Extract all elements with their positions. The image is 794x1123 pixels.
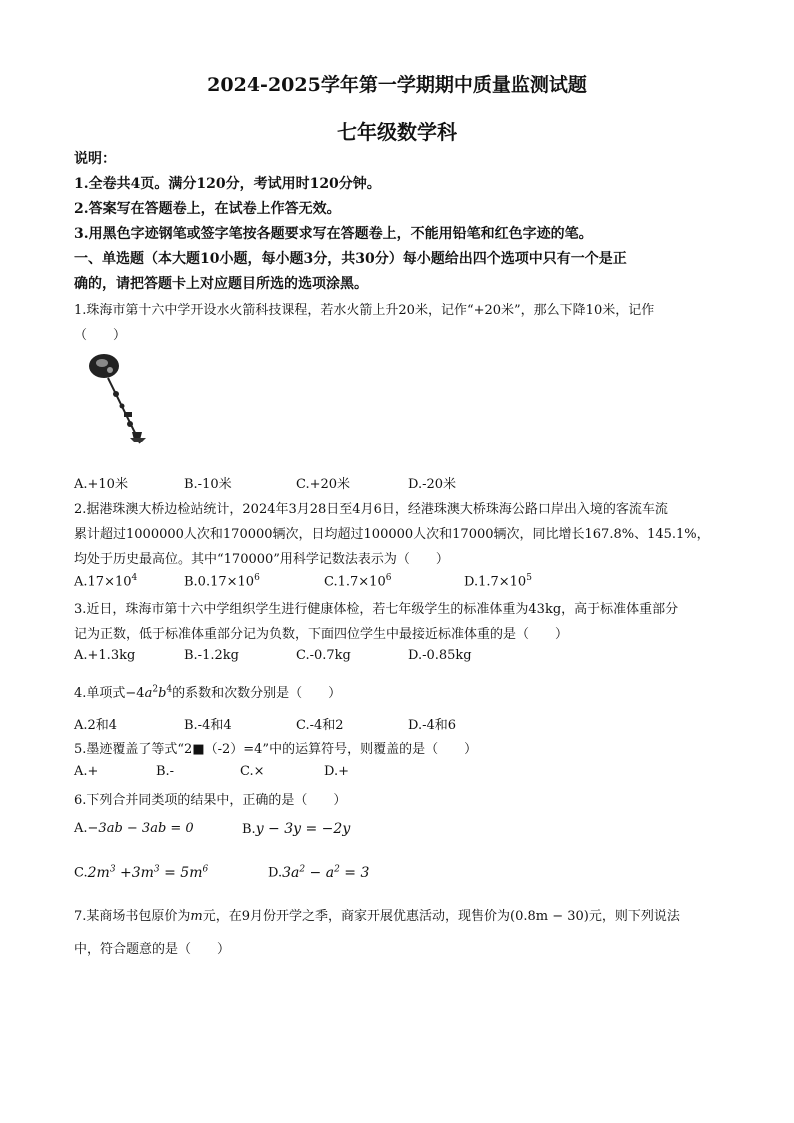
- q6-option-d[interactable]: $D.3a^2 - a^2 = 3$: [268, 864, 370, 881]
- q6-options-row2: [74, 864, 734, 886]
- q1-option-a[interactable]: A.+10米: [74, 477, 128, 492]
- q1-option-b[interactable]: B.-10米: [184, 477, 232, 492]
- exam-subtitle: 七年级数学科: [337, 120, 457, 144]
- q6-options-row1: [74, 821, 734, 843]
- q1-stem-line2: （ ）: [74, 328, 127, 343]
- q2-stem-line3: 均处于历史最高位。其中“170000”用科学记数法表示为（ ）: [74, 552, 449, 567]
- q1-option-c[interactable]: C.+20米: [296, 477, 351, 492]
- q6-option-a[interactable]: A.−3ab − 3ab = 0: [74, 821, 194, 836]
- q5-option-d[interactable]: D.+: [324, 764, 349, 779]
- note-3: 3.用黑色字迹钢笔或签字笔按各题要求写在答题卷上，不能用铅笔和红色字迹的笔。: [74, 226, 593, 242]
- q2-options: [74, 573, 734, 591]
- q2-stem-line1: 2.据港珠澳大桥边检站统计，2024年3月28日至4月6日，经港珠澳大桥珠海公路口岸出入境的客流车流: [74, 502, 668, 517]
- q1-option-d[interactable]: D.-20米: [408, 477, 457, 492]
- q5-option-c[interactable]: C.×: [240, 764, 265, 779]
- q4-stem: 4.单项式$-4a^2b^4$的系数和次数分别是（ ）: [74, 684, 342, 701]
- section1-line1: 一、单选题（本大题10小题，每小题3分，共30分）每小题给出四个选项中只有一个是正: [74, 251, 627, 267]
- q3-option-d[interactable]: D.-0.85kg: [408, 648, 472, 663]
- q2-option-a[interactable]: $A.17\times 10^4$: [74, 573, 138, 590]
- q2-option-d[interactable]: $D.1.7\times 10^5$: [464, 573, 532, 590]
- notes-heading: 说明：: [74, 151, 116, 167]
- q4-options: [74, 714, 734, 732]
- q3-option-b[interactable]: B.-1.2kg: [184, 648, 239, 663]
- q2-stem-line2: 累计超过1000000人次和170000辆次，日均超过100000人次和17000辆次，同比增长167.8%、145.1%，: [74, 527, 710, 542]
- q3-options: [74, 648, 734, 666]
- q2-option-c[interactable]: $C.1.7\times 10^6$: [324, 573, 392, 590]
- q5-stem: 5.墨迹覆盖了等式“2■（-2）=4”中的运算符号，则覆盖的是（ ）: [74, 742, 478, 757]
- q4-option-d[interactable]: D.-4和6: [408, 718, 457, 733]
- q6-option-b[interactable]: B.y − 3y = −2y: [242, 821, 351, 837]
- q5-option-a[interactable]: A.+: [74, 764, 99, 779]
- q5-options: [74, 764, 734, 782]
- q1-stem-line1: 1.珠海市第十六中学开设水火箭科技课程，若水火箭上升20米，记作“+20米”，那么下降10米，记作: [74, 303, 655, 318]
- q4-option-b[interactable]: B.-4和4: [184, 718, 232, 733]
- q6-option-c[interactable]: $C.2m^3 +3m^3 = 5m^6$: [74, 864, 209, 881]
- q3-option-c[interactable]: C.-0.7kg: [296, 648, 351, 663]
- q7-stem-line1: 7.某商场书包原价为m元，在9月份开学之季，商家开展优惠活动，现售价为(0.8m − 30)元，则下列说法: [74, 909, 680, 924]
- q3-option-a[interactable]: A.+1.3kg: [74, 648, 136, 663]
- q4-option-c[interactable]: C.-4和2: [296, 718, 344, 733]
- q2-option-b[interactable]: $B.0.17\times 10^6$: [184, 573, 260, 590]
- q3-stem-line2: 记为正数，低于标准体重部分记为负数，下面四位学生中最接近标准体重的是（ ）: [74, 627, 569, 642]
- q1-options: [74, 473, 734, 491]
- section1-line2: 确的，请把答题卡上对应题目所选的选项涂黑。: [74, 276, 368, 292]
- q7-stem-line2: 中，符合题意的是（ ）: [74, 942, 231, 957]
- exam-title: 2024-2025学年第一学期期中质量监测试题: [207, 74, 587, 96]
- water-rocket-image: [80, 348, 170, 456]
- q6-stem: 6.下列合并同类项的结果中，正确的是（ ）: [74, 793, 347, 808]
- note-1: 1.全卷共4页。满分120分，考试用时120分钟。: [74, 176, 381, 192]
- q5-option-b[interactable]: B.-: [156, 764, 175, 779]
- q3-stem-line1: 3.近日，珠海市第十六中学组织学生进行健康体检，若七年级学生的标准体重为43kg，高于标准体重部分: [74, 602, 679, 617]
- note-2: 2.答案写在答题卷上，在试卷上作答无效。: [74, 201, 341, 217]
- q4-option-a[interactable]: A.2和4: [74, 718, 118, 733]
